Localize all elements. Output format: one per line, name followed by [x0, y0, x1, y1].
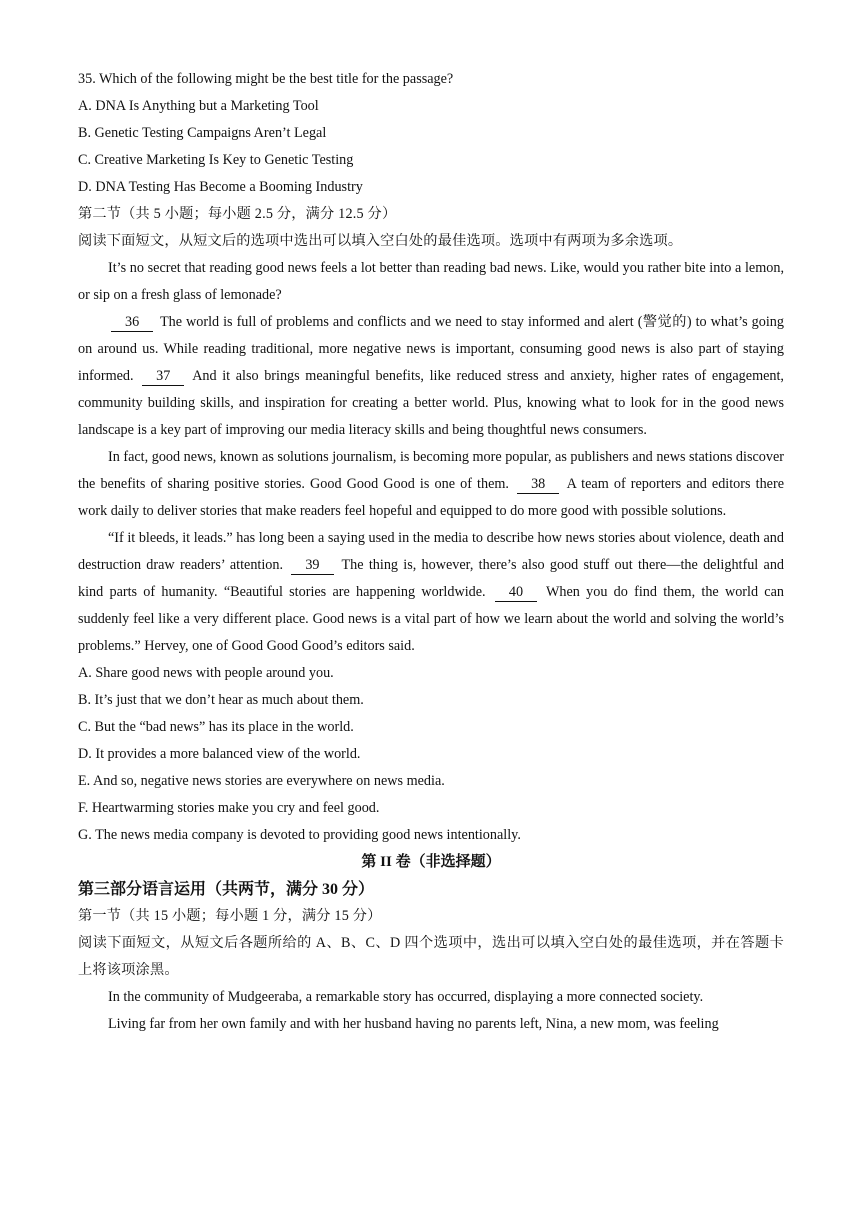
passage-paragraph-3-text-b: A team of reporters and editors there work daily to deliver stories that make readers feel hopeful and equipped to do more good with possible solutions.	[78, 476, 784, 519]
choice-a: A. Share good news with people around you.	[78, 665, 334, 681]
blank-40: 40	[495, 584, 537, 602]
passage-paragraph-3	[78, 444, 784, 525]
question-35-option-c: C. Creative Marketing Is Key to Genetic Testing	[78, 152, 354, 168]
question-35-option-a: A. DNA Is Anything but a Marketing Tool	[78, 98, 319, 114]
passage-paragraph-1: It’s no secret that reading good news feels a lot better than reading bad news. Like, would you rather bite into a lemon, or sip on a fresh glass of lemonade?	[78, 260, 784, 303]
passage-paragraph-4-text-b: The thing is, however, there’s also good stuff out there—the delightful and kind parts of humanity. “Beautiful stories are happening worldwide.	[78, 557, 785, 600]
passage-paragraph-2-text-a: The world is full of problems and conflicts and we need to stay informed and alert (警觉的) to what’s going on around us. While reading traditional, more negative news is important, consuming good news is also part of staying informed.	[78, 314, 784, 384]
passage-paragraph-2-text-b: And it also brings meaningful benefits, like reduced stress and anxiety, higher rates of engagement, community building skills, and inspiration for creating a better world. Plus, knowing what to look for in the good news landscape is a key part of improving our media literacy skills and being thoughtful news consumers.	[78, 368, 784, 438]
passage-paragraph-4-text-c: When you do find them, the world can suddenly feel like a very different place. Good news is a vital part of how we learn about the world and solving the world’s problems.” Hervey, one of Good Good Good’s editors said.	[78, 584, 784, 654]
section-2-instruction: 阅读下面短文，从短文后的选项中选出可以填入空白处的最佳选项。选项中有两项为多余选项。	[78, 233, 683, 249]
passage-paragraph-4-text-a: “If it bleeds, it leads.” has long been a saying used in the media to describe how news stories about violence, death and destruction draw readers’ attention.	[78, 530, 784, 573]
passage-paragraph-3-text-a: In fact, good news, known as solutions journalism, is becoming more popular, as publishers and news stations discover the benefits of sharing positive stories. Good Good Good is one of them.	[78, 449, 784, 492]
volume-2-title: 第 II 卷（非选择题）	[361, 854, 501, 870]
question-35-option-d: D. DNA Testing Has Become a Booming Industry	[78, 179, 363, 195]
choice-d: D. It provides a more balanced view of the world.	[78, 746, 361, 762]
question-35-stem: 35. Which of the following might be the best title for the passage?	[78, 71, 454, 87]
passage-paragraph-4	[78, 525, 784, 660]
choice-e: E. And so, negative news stories are everywhere on news media.	[78, 773, 445, 789]
blank-38: 38	[517, 476, 559, 494]
part-3-title: 第三部分语言运用（共两节，满分 30 分）	[78, 881, 375, 898]
choice-g: G. The news media company is devoted to providing good news intentionally.	[78, 827, 521, 843]
choice-f: F. Heartwarming stories make you cry and feel good.	[78, 800, 380, 816]
blank-39: 39	[291, 557, 333, 575]
cloze-paragraph-1: In the community of Mudgeeraba, a remarkable story has occurred, displaying a more connected society.	[108, 989, 704, 1005]
passage-paragraph-2	[78, 309, 784, 444]
cloze-paragraph-2: Living far from her own family and with her husband having no parents left, Nina, a new mom, was feeling	[108, 1016, 719, 1032]
question-35-option-b: B. Genetic Testing Campaigns Aren’t Legal	[78, 125, 327, 141]
blank-36: 36	[111, 314, 153, 332]
section-2-header: 第二节（共 5 小题；每小题 2.5 分，满分 12.5 分）	[78, 206, 397, 222]
choice-c: C. But the “bad news” has its place in the world.	[78, 719, 354, 735]
blank-37: 37	[142, 368, 184, 386]
part-3-section-1-header: 第一节（共 15 小题；每小题 1 分，满分 15 分）	[78, 908, 382, 924]
part-3-section-1-instruction-block	[78, 930, 784, 1038]
exam-page	[78, 66, 784, 1038]
part-3-section-1-instruction: 阅读下面短文，从短文后各题所给的 A、B、C、D 四个选项中，选出可以填入空白处的最佳选项，并在答题卡上将该项涂黑。	[78, 935, 784, 978]
choice-b: B. It’s just that we don’t hear as much about them.	[78, 692, 364, 708]
reading-passage	[78, 255, 784, 660]
